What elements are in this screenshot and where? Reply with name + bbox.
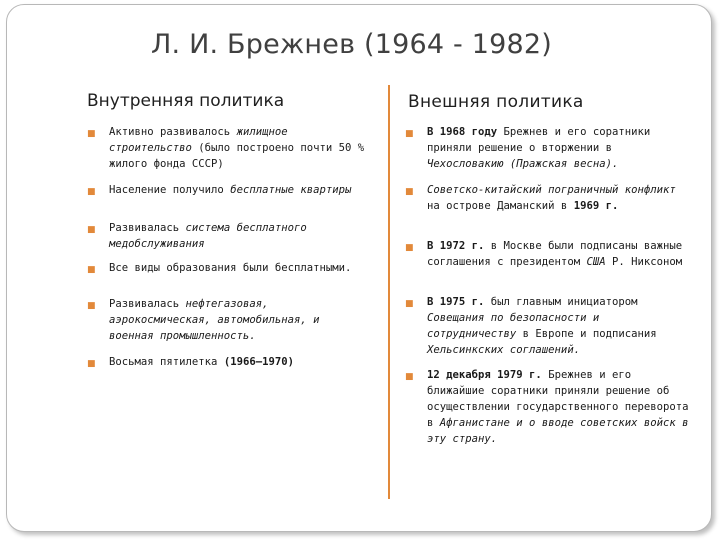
bullet-icon: ■ [405, 129, 414, 139]
item-text-italic: Афганистане и о вводе советских войск в эту страну. [427, 417, 689, 445]
item-text: (было построено почти 50 % жилого фонда СССР) [109, 142, 365, 170]
list-item [87, 182, 369, 220]
list-item [87, 296, 369, 354]
bullet-icon: ■ [405, 299, 414, 309]
list-item [405, 367, 689, 447]
item-text-italic: США [586, 256, 606, 268]
list-item [405, 124, 689, 182]
item-text: в Европе и подписания [516, 328, 657, 340]
bullet-icon: ■ [87, 301, 96, 311]
item-text-italic: бесплатные квартиры [230, 184, 352, 196]
item-text-italic: Чехословакию (Пражская весна). [427, 158, 619, 170]
list-item [87, 124, 369, 182]
item-text-bold: 12 декабря 1979 г. [427, 369, 542, 381]
item-text: в Москве были подписаны важные соглашения с президентом [427, 240, 683, 268]
item-text: был главным инициатором [484, 296, 638, 308]
item-text: Брежнев и его соратники приняли решение о вторжении в [427, 126, 651, 154]
list-item [87, 260, 369, 296]
item-text: Восьмая пятилетка [109, 356, 224, 368]
list-item [405, 294, 689, 367]
item-text-italic: нефтегазовая, аэрокосмическая, автомобильная, и военная промышленность. [109, 298, 320, 342]
item-text: Все виды образования были бесплатными. [109, 262, 352, 274]
item-text: Население получило [109, 184, 231, 196]
bullet-icon: ■ [405, 187, 414, 197]
item-text-italic: жилищное строительство [109, 126, 288, 154]
bullet-icon: ■ [87, 225, 96, 235]
column-divider [388, 85, 390, 499]
item-text-italic: Совещания по безопасности и сотрудничеству [427, 312, 600, 340]
item-text: Развивалась [109, 298, 186, 310]
list-item [87, 354, 369, 370]
bullet-icon: ■ [87, 265, 96, 275]
item-text-bold: В 1975 г. [427, 296, 485, 308]
bullet-icon: ■ [87, 129, 96, 139]
bullet-icon: ■ [405, 372, 414, 382]
item-text: Брежнев и его ближайшие соратники приняли решение об осуществлении государственного переворота в [427, 369, 689, 429]
list-item [405, 238, 689, 294]
item-text: Активно развивалось [109, 126, 237, 138]
bullet-icon: ■ [87, 187, 96, 197]
item-text-italic: Хельсинкских соглашений. [427, 344, 581, 356]
bullet-icon: ■ [405, 243, 414, 253]
item-text: Развивалась [109, 222, 186, 234]
left-column-heading: Внутренняя политика [87, 91, 285, 111]
slide-title: Л. И. Брежнев (1964 - 1982) [151, 29, 552, 60]
item-text: на острове Даманский в [427, 200, 574, 212]
domestic-policy-list [87, 124, 369, 370]
item-text-bold: (1966—1970) [223, 356, 294, 368]
item-text-italic: система бесплатного медобслуживания [109, 222, 307, 250]
item-text-bold: В 1968 году [427, 126, 498, 138]
item-text-bold: 1969 г. [573, 200, 619, 212]
foreign-policy-list [405, 124, 689, 447]
bullet-icon: ■ [87, 359, 96, 369]
item-text-bold: В 1972 г. [427, 240, 485, 252]
list-item [87, 220, 369, 260]
item-text: Р. Никсоном [605, 256, 683, 268]
slide-frame [6, 4, 712, 532]
item-text-italic: Советско-китайский пограничный конфликт [427, 184, 676, 196]
right-column-heading: Внешняя политика [408, 92, 584, 112]
list-item [405, 182, 689, 238]
